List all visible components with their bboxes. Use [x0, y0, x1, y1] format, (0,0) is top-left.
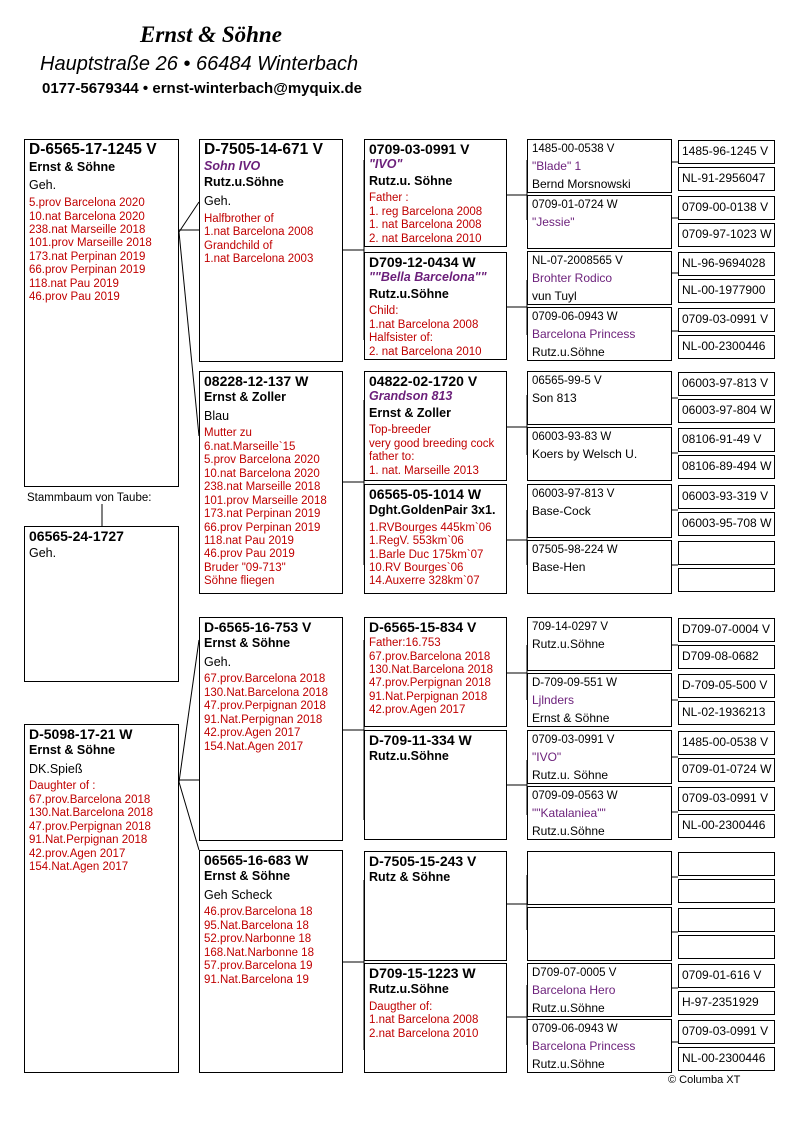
gen4-ring: 1485-00-0538 V	[532, 143, 615, 155]
note-line: 1. nat Barcelona 2008	[369, 219, 482, 232]
note-line: 47.prov.Perpignan 2018	[369, 677, 491, 690]
gen4-breeder: Base-Hen	[532, 560, 586, 575]
dam-dam-color: Geh Scheck	[204, 887, 273, 902]
gen4-card[interactable]	[527, 786, 672, 840]
gen4-nickname: Barcelona Hero	[532, 983, 616, 998]
breeder-name: Ernst & Söhne	[140, 22, 282, 47]
gen3-nickname: "IVO"	[369, 157, 403, 172]
note-line: 67.prov.Barcelona 2018	[204, 673, 326, 686]
note-line: 46.prov Pau 2019	[204, 548, 295, 561]
note-line: 238.nat Marseille 2018	[204, 481, 321, 494]
gen3-ring: D-709-11-334 W	[369, 732, 472, 748]
mother-breeder: Ernst & Söhne	[29, 743, 116, 758]
gen3-notes	[369, 424, 503, 478]
gen5-card[interactable]: D709-07-0004 V	[678, 618, 775, 642]
note-line: Bruder "09-713"	[204, 561, 286, 574]
note-line: 95.Nat.Barcelona 18	[204, 919, 309, 932]
note-line: Daughter of :	[29, 780, 96, 793]
sire-dam-breeder: Ernst & Zoller	[204, 390, 286, 405]
mother-card[interactable]	[24, 724, 179, 1073]
note-line: 101.prov Marseille 2018	[204, 494, 327, 507]
gen5-card[interactable]: 0709-00-0138 V	[678, 196, 775, 220]
note-line: 118.nat Pau 2019	[29, 277, 119, 290]
note-line: 10.RV Bourges`06	[369, 561, 464, 574]
mother-ring: D-5098-17-21 W	[29, 726, 133, 742]
note-line: 154.Nat.Agen 2017	[29, 861, 129, 874]
gen4-breeder: Bernd Morsnowski	[532, 176, 631, 191]
note-line: 2. nat Barcelona 2010	[369, 232, 482, 245]
gen3-breeder: Ernst & Zoller	[369, 405, 451, 420]
gen4-ring: D-709-09-551 W	[532, 677, 618, 689]
note-line: 173.nat Perpinan 2019	[29, 250, 146, 263]
gen4-card[interactable]	[527, 427, 672, 481]
note-line: 47.prov.Perpignan 2018	[29, 820, 151, 833]
subject-ring: 06565-24-1727	[29, 528, 124, 544]
note-line: 1.RegV. 553km`06	[369, 535, 464, 548]
dam-dam-breeder: Ernst & Söhne	[204, 869, 291, 884]
gen3-notes	[369, 1001, 503, 1041]
gen4-card[interactable]	[527, 307, 672, 361]
gen3-card[interactable]	[364, 617, 507, 727]
gen3-notes	[369, 637, 503, 718]
gen5-card[interactable]: 1485-00-0538 V	[678, 731, 775, 755]
note-line: 2. nat Barcelona 2010	[369, 345, 482, 358]
note-line: 2.nat Barcelona 2010	[369, 1027, 479, 1040]
note-line: Daugther of:	[369, 1000, 433, 1013]
sire-sire-card[interactable]	[199, 139, 343, 362]
note-line: 238.nat Marseille 2018	[29, 223, 146, 236]
note-line: 66.prov Perpinan 2019	[29, 264, 146, 277]
gen4-ring: 709-14-0297 V	[532, 621, 609, 633]
note-line: 10.nat Barcelona 2020	[29, 210, 145, 223]
dam-dam-notes	[204, 906, 339, 987]
gen4-breeder: Ernst & Söhne	[532, 710, 610, 725]
gen3-notes	[369, 522, 503, 589]
sire-dam-notes	[204, 427, 339, 588]
gen4-ring: 0709-09-0563 W	[532, 790, 618, 802]
gen5-card[interactable]: 06003-97-804 W	[678, 399, 775, 423]
note-line: 91.Nat.Perpignan 2018	[204, 713, 323, 726]
note-line: 130.Nat.Barcelona 2018	[369, 664, 494, 676]
dam-sire-color: Geh.	[204, 654, 232, 669]
note-line: Father :	[369, 192, 409, 205]
sire-sire-ring: D-7505-14-671 V	[204, 141, 323, 158]
gen3-ring: D-6565-15-834 V	[369, 619, 477, 635]
gen4-card[interactable]	[527, 139, 672, 193]
note-line: 10.nat Barcelona 2020	[204, 467, 320, 480]
note-line: 46.prov Pau 2019	[29, 291, 120, 304]
breeder-address: Hauptstraße 26 • 66484 Winterbach	[40, 53, 359, 75]
breeder-contact: 0177-5679344 • ernst-winterbach@myquix.de	[42, 80, 363, 97]
gen3-card[interactable]	[364, 139, 507, 247]
gen3-notes	[369, 305, 503, 359]
gen4-ring: 06003-97-813 V	[532, 488, 615, 500]
gen4-breeder: Rutz.u. Söhne	[532, 767, 609, 782]
note-line: 46.prov.Barcelona 18	[204, 906, 313, 919]
gen4-ring: 07505-98-224 W	[532, 544, 618, 556]
gen4-card[interactable]	[527, 484, 672, 538]
gen3-breeder: Rutz.u. Söhne	[369, 173, 453, 188]
gen4-ring: NL-07-2008565 V	[532, 255, 623, 267]
note-line: 1.nat Barcelona 2003	[204, 253, 314, 266]
gen4-breeder: Rutz.u.Söhne	[532, 1000, 605, 1015]
gen3-subtitle: Dght.GoldenPair 3x1.	[369, 503, 496, 518]
gen3-ring: 0709-03-0991 V	[369, 141, 470, 157]
father-breeder: Ernst & Söhne	[29, 159, 116, 174]
gen4-card[interactable]	[527, 617, 672, 671]
gen4-ring: 06565-99-5 V	[532, 375, 602, 387]
gen3-breeder: Rutz.u.Söhne	[369, 982, 449, 997]
note-line: 1.nat Barcelona 2008	[369, 1014, 479, 1027]
gen4-card[interactable]	[527, 730, 672, 784]
gen4-breeder: Koers by Welsch U.	[532, 447, 638, 462]
subject-color: Geh.	[29, 546, 57, 561]
note-line: 1.RVBourges 445km`06	[369, 521, 492, 534]
note-line: 42.prov.Agen 2017	[29, 847, 126, 860]
note-line: 67.prov.Barcelona 2018	[29, 793, 151, 806]
gen4-ring: 0709-01-0724 W	[532, 199, 618, 211]
gen5-card[interactable]: 0709-03-0991 V	[678, 787, 775, 811]
gen5-card[interactable]: D-709-05-500 V	[678, 674, 775, 698]
gen5-card[interactable]	[678, 852, 775, 876]
note-line: 91.Nat.Perpignan 2018	[29, 834, 148, 847]
gen3-breeder: Rutz.u.Söhne	[369, 749, 449, 764]
note-line: Halfbrother of	[204, 212, 274, 225]
gen5-card[interactable]: NL-96-9694028	[678, 252, 775, 276]
gen4-nickname: "Jessie"	[532, 215, 575, 230]
gen3-breeder: Rutz & Söhne	[369, 870, 451, 885]
copyright-label: © Columba XT	[668, 1074, 741, 1086]
mother-notes	[29, 780, 175, 874]
dam-sire-breeder: Ernst & Söhne	[204, 636, 291, 651]
sire-sire-color: Geh.	[204, 193, 232, 208]
note-line: 1.nat Barcelona 2008	[369, 318, 479, 331]
gen5-card[interactable]: 0709-01-616 V	[678, 964, 775, 988]
note-line: 91.Nat.Barcelona 19	[204, 973, 309, 986]
gen5-card[interactable]	[678, 568, 775, 592]
note-line: 1. nat. Marseille 2013	[369, 464, 479, 477]
gen5-card[interactable]: NL-00-2300446	[678, 335, 775, 359]
gen3-notes	[369, 192, 503, 246]
sire-sire-breeder: Rutz.u.Söhne	[204, 175, 284, 190]
dam-sire-card[interactable]	[199, 617, 343, 841]
gen5-card[interactable]: 0709-03-0991 V	[678, 1020, 775, 1044]
note-line: 5.prov Barcelona 2020	[29, 197, 145, 210]
gen4-breeder: Rutz.u.Söhne	[532, 823, 605, 838]
dam-dam-card[interactable]	[199, 850, 343, 1073]
gen3-card[interactable]	[364, 963, 507, 1073]
gen4-card[interactable]	[527, 851, 672, 905]
gen3-ring: D-7505-15-243 V	[369, 853, 477, 869]
note-line: Mutter zu	[204, 427, 252, 440]
gen4-card[interactable]	[527, 673, 672, 727]
gen5-card[interactable]: NL-02-1936213	[678, 701, 775, 725]
gen4-card[interactable]	[527, 371, 672, 425]
note-line: Grandchild of	[204, 239, 273, 252]
note-line: 57.prov.Barcelona 19	[204, 960, 313, 973]
note-line: 1. reg Barcelona 2008	[369, 205, 483, 218]
father-ring: D-6565-17-1245 V	[29, 141, 157, 158]
gen4-nickname: ""Katalaniea""	[532, 806, 606, 821]
note-line: Father:16.753	[369, 637, 441, 650]
gen4-card[interactable]	[527, 963, 672, 1017]
dam-dam-ring: 06565-16-683 W	[204, 852, 309, 868]
note-line: 5.prov Barcelona 2020	[204, 454, 320, 467]
gen3-ring: D709-15-1223 W	[369, 965, 476, 981]
gen4-card[interactable]	[527, 251, 672, 305]
note-line: 42.prov.Agen 2017	[369, 704, 466, 717]
gen5-card[interactable]: 0709-03-0991 V	[678, 308, 775, 332]
gen4-nickname: "IVO"	[532, 750, 562, 765]
gen5-card[interactable]: 1485-96-1245 V	[678, 140, 775, 164]
gen3-ring: 06565-05-1014 W	[369, 486, 482, 502]
gen3-ring: 04822-02-1720 V	[369, 373, 478, 389]
gen3-card[interactable]	[364, 252, 507, 360]
sire-dam-color: Blau	[204, 408, 230, 423]
note-line: 14.Auxerre 328km`07	[369, 575, 480, 588]
gen5-card[interactable]: NL-00-2300446	[678, 814, 775, 838]
gen4-nickname: "Blade" 1	[532, 159, 582, 174]
note-line: 66.prov Perpinan 2019	[204, 521, 321, 534]
dam-sire-notes	[204, 673, 339, 754]
gen4-card[interactable]	[527, 907, 672, 961]
gen4-ring: D709-07-0005 V	[532, 967, 617, 979]
gen4-nickname: Barcelona Princess	[532, 327, 636, 342]
father-notes	[29, 197, 175, 305]
gen5-card[interactable]: 06003-95-708 W	[678, 512, 775, 536]
gen3-card[interactable]	[364, 484, 507, 594]
gen5-card[interactable]: NL-00-2300446	[678, 1047, 775, 1071]
pedigree-of-label: Stammbaum von Taube:	[27, 492, 152, 504]
note-line: 154.Nat.Agen 2017	[204, 740, 304, 753]
note-line: Child:	[369, 305, 399, 318]
note-line: 6.nat.Marseille`15	[204, 440, 296, 453]
note-line: 47.prov.Perpignan 2018	[204, 700, 326, 713]
gen5-card[interactable]: D709-08-0682	[678, 645, 775, 669]
gen4-breeder: Son 813	[532, 391, 577, 406]
gen4-breeder: vun Tuyl	[532, 288, 577, 303]
gen4-ring: 0709-03-0991 V	[532, 734, 615, 746]
note-line: 42.prov.Agen 2017	[204, 727, 301, 740]
gen4-breeder: Rutz.u.Söhne	[532, 1056, 605, 1071]
note-line: 130.Nat.Barcelona 2018	[29, 807, 154, 820]
gen5-card[interactable]	[678, 879, 775, 903]
sire-dam-card[interactable]	[199, 371, 343, 594]
gen4-breeder: Base-Cock	[532, 504, 591, 519]
note-line: 1.nat Barcelona 2008	[204, 226, 314, 239]
gen4-ring: 0709-06-0943 W	[532, 311, 618, 323]
gen5-card[interactable]: 06003-97-813 V	[678, 372, 775, 396]
gen4-card[interactable]	[527, 1019, 672, 1073]
gen4-breeder: Rutz.u.Söhne	[532, 344, 605, 359]
note-line: very good breeding cock	[369, 437, 495, 450]
note-line: 91.Nat.Perpignan 2018	[369, 690, 488, 703]
gen4-nickname: Brohter Rodico	[532, 271, 613, 286]
gen5-card[interactable]: 08106-89-494 W	[678, 455, 775, 479]
note-line: Top-breeder	[369, 424, 432, 437]
gen4-card[interactable]	[527, 195, 672, 249]
dam-sire-ring: D-6565-16-753 V	[204, 619, 312, 635]
gen3-ring: D709-12-0434 W	[369, 254, 476, 270]
gen5-card[interactable]: H-97-2351929	[678, 991, 775, 1015]
gen4-breeder: Rutz.u.Söhne	[532, 637, 605, 652]
gen5-card[interactable]	[678, 541, 775, 565]
note-line: 173.nat Perpinan 2019	[204, 508, 321, 521]
note-line: 118.nat Pau 2019	[204, 534, 294, 547]
gen5-card[interactable]: 06003-93-319 V	[678, 485, 775, 509]
note-line: Söhne fliegen	[204, 575, 275, 588]
gen4-ring: 0709-06-0943 W	[532, 1023, 618, 1035]
sire-dam-ring: 08228-12-137 W	[204, 373, 309, 389]
note-line: 67.prov.Barcelona 2018	[369, 650, 491, 663]
note-line: father to:	[369, 451, 415, 464]
note-line: 101.prov Marseille 2018	[29, 237, 152, 250]
gen4-ring: 06003-93-83 W	[532, 431, 612, 443]
sire-sire-notes	[204, 213, 339, 267]
gen3-card[interactable]	[364, 851, 507, 961]
gen5-card[interactable]	[678, 935, 775, 959]
gen4-card[interactable]	[527, 540, 672, 594]
gen5-card[interactable]: 0709-01-0724 W	[678, 758, 775, 782]
gen3-card[interactable]	[364, 730, 507, 840]
note-line: 168.Nat.Narbonne 18	[204, 946, 314, 959]
note-line: 52.prov.Narbonne 18	[204, 933, 312, 946]
gen5-card[interactable]: 08106-91-49 V	[678, 428, 775, 452]
note-line: 130.Nat.Barcelona 2018	[204, 686, 329, 699]
gen3-card[interactable]	[364, 371, 507, 481]
father-card[interactable]	[24, 139, 179, 487]
gen5-card[interactable]	[678, 908, 775, 932]
gen3-nickname: ""Bella Barcelona""	[369, 270, 487, 285]
gen3-nickname: Grandson 813	[369, 389, 453, 404]
note-line: 1.Barle Duc 175km`07	[369, 548, 484, 561]
father-color: Geh.	[29, 178, 57, 193]
gen3-breeder: Rutz.u.Söhne	[369, 286, 449, 301]
gen5-card[interactable]: 0709-97-1023 W	[678, 223, 775, 247]
note-line: Halfsister of:	[369, 332, 433, 345]
gen5-card[interactable]: NL-00-1977900	[678, 279, 775, 303]
gen4-nickname: Ljlnders	[532, 693, 575, 708]
sire-sire-nickname: Sohn IVO	[204, 158, 261, 173]
mother-color: DK.Spieß	[29, 761, 83, 776]
subject-card[interactable]	[24, 526, 179, 682]
gen4-nickname: Barcelona Princess	[532, 1039, 636, 1054]
gen5-card[interactable]: NL-91-2956047	[678, 167, 775, 191]
